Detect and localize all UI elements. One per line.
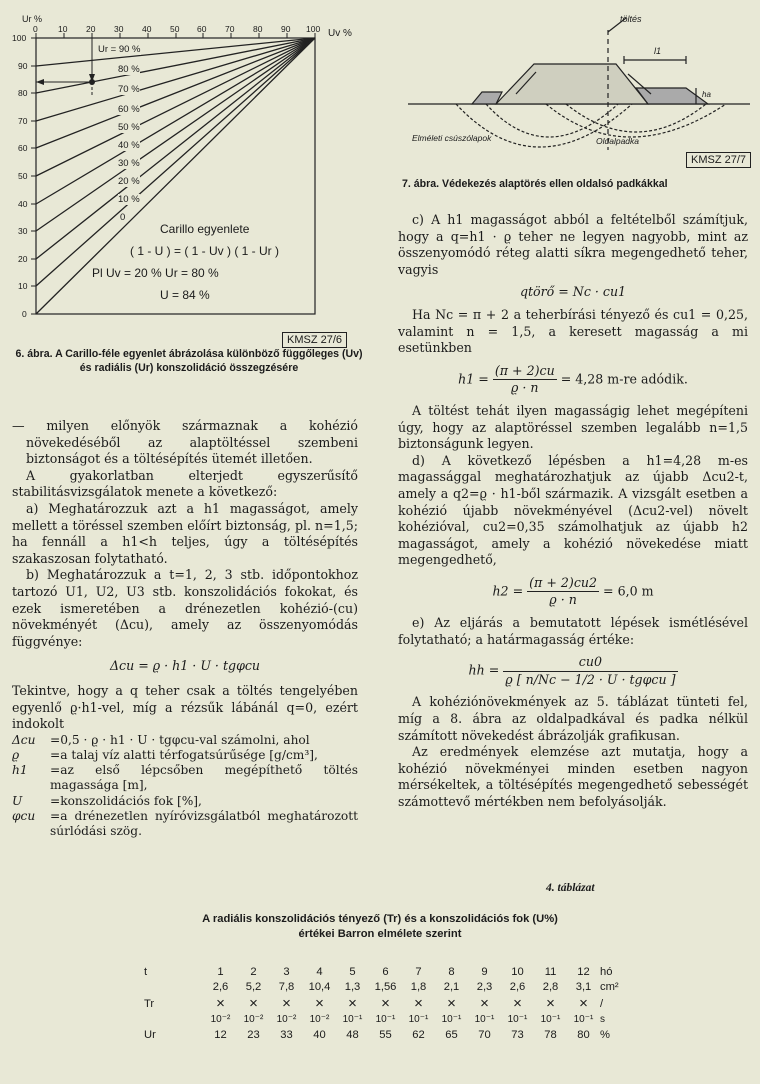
y-tick: 80	[18, 88, 28, 98]
cell: 3	[283, 965, 290, 978]
cell: 12	[214, 1029, 227, 1042]
paragraph: A kohéziónövekmények az 5. táblázat tünteti fel, míg a 8. ábra az oldalpadkával és padka nélkül számított növekedést ábrázolják grafikusan.	[398, 694, 748, 743]
row-label: Ur	[144, 1029, 156, 1042]
eq-den: ϱ · n	[511, 380, 539, 396]
paragraph: Tekintve, hogy a q teher csak a töltés tengelyében egyenlő ϱ·h1-vel, míg a rézsűk lábánál q=0, ezért indokolt	[12, 682, 358, 732]
row-label	[140, 980, 204, 996]
x-axis-unit: Uv %	[328, 28, 352, 39]
cell: 10⁻¹	[375, 1014, 396, 1026]
cell: 55	[379, 1029, 392, 1042]
times-sign: ×	[348, 995, 357, 1012]
table-row	[140, 995, 630, 1012]
cell: 73	[511, 1029, 524, 1042]
cell: 62	[412, 1029, 425, 1042]
row-label: Tr	[144, 997, 155, 1010]
x-tick: 10	[58, 24, 68, 34]
definition: =0,5 · ϱ · h1 · U · tgφcu-val számolni, ahol	[50, 732, 310, 747]
right-column	[398, 212, 748, 811]
symbol: U	[12, 793, 23, 808]
symbol: Δcu	[12, 732, 36, 747]
times-sign: ×	[480, 995, 489, 1012]
x-tick: 100	[306, 24, 321, 34]
times-sign: ×	[315, 995, 324, 1012]
line-label: 20 %	[118, 176, 140, 187]
eq-lhs: hh =	[468, 662, 500, 678]
cell: 1	[217, 965, 224, 978]
eq-num: (π + 2)cu2	[527, 575, 599, 593]
label-l1: l1	[654, 46, 662, 56]
definition: =a drénezetlen nyíróvizsgálatból meghatározott súrlódási szög.	[50, 808, 358, 838]
table-row	[140, 1028, 630, 1044]
times-sign: ×	[513, 995, 522, 1012]
line-label: Ur = 90 %	[98, 44, 141, 55]
table-row	[140, 964, 630, 980]
definition-item	[12, 809, 358, 839]
times-sign: ×	[249, 995, 258, 1012]
paragraph: e) Az eljárás a bemutatott lépések ismétlésével folytatható; a határmagasság értéke:	[398, 615, 748, 647]
cell: 10⁻²	[276, 1014, 297, 1026]
paragraph: A gyakorlatban elterjedt egyszerűsítő stabilitásvizsgálatok menete a következő:	[12, 467, 358, 500]
eq-num: (π + 2)cu	[493, 363, 557, 381]
x-tick: 50	[170, 24, 180, 34]
paragraph: — milyen előnyök származnak a kohézió növekedéséből az alaptöltéssel szembeni biztonságot és a töltésépítés ütemét illetően.	[12, 418, 358, 467]
paragraph: a) Meghatározzuk azt a h1 magasságot, amely mellett a töréssel szemben előírt biztonság, pl. n=1,5; ha fennáll a h1<h teljes, úgy a töltésépítés szakaszosan folytatható.	[12, 500, 358, 566]
x-tick: 30	[114, 24, 124, 34]
y-tick: 70	[18, 116, 28, 126]
eq-lhs: h1 =	[458, 371, 489, 387]
cell: 3,1	[575, 981, 592, 994]
cell: 40	[313, 1029, 326, 1042]
row-label: t	[144, 965, 148, 978]
definition: =az első lépcsőben megépíthető töltés magassága [m],	[50, 763, 358, 793]
symbol: h1	[12, 763, 28, 778]
cell: 2,6	[509, 981, 526, 994]
table-number: 4. táblázat	[546, 882, 595, 894]
paragraph: b) Meghatározzuk a t=1, 2, 3 stb. időpontokhoz tartozó U1, U2, U3 stb. konszolidációs fokokat, és ezek ismeretében a drénezetlen kohézió-(cu) növekményét (Δcu), amely az összenyomódás függvénye:	[12, 567, 358, 649]
y-tick: 100	[12, 33, 27, 43]
cell: 10⁻¹	[507, 1014, 528, 1026]
equation	[398, 575, 748, 609]
paragraph: d) A következő lépésben a h1=4,28 m-es magassággal meghatározhatjuk az újabb Δcu2-t, amely a q2=ϱ · h1-ből származik. A vizsgált esetben a kohézió újabb növekményével (Δcu2-vel) növelt kohézióval, cu2=0,35 számolhatjuk az újabb h2 magasságot, amely a kohézió növekedése miatt megengedhető,	[398, 452, 748, 568]
figure-6	[0, 0, 380, 400]
legend-result: U = 84 %	[160, 288, 210, 302]
y-axis-unit: Ur %	[22, 14, 42, 24]
table-row	[140, 1012, 630, 1028]
y-tick: 30	[18, 226, 28, 236]
cell: 33	[280, 1029, 293, 1042]
label-oldalpadka: Oldalpadka	[596, 136, 640, 146]
definition-item	[12, 763, 358, 793]
cell: 12	[577, 965, 590, 978]
unit: /	[600, 997, 604, 1010]
equation	[398, 654, 748, 688]
label-toltes: töltés	[620, 14, 642, 24]
table-title	[60, 912, 700, 942]
cell: 2,8	[542, 981, 559, 994]
line-label: 30 %	[118, 158, 140, 169]
figure-code: KMSZ 27/7	[686, 152, 751, 168]
x-tick: 90	[281, 24, 291, 34]
cell: 2	[250, 965, 257, 978]
cell: 5,2	[245, 981, 262, 994]
y-tick: 0	[22, 309, 27, 319]
equation: qtörő = Nc · cu1	[519, 284, 627, 300]
cell: 10⁻¹	[573, 1014, 594, 1026]
times-sign: ×	[546, 995, 555, 1012]
symbol: φcu	[12, 808, 36, 823]
cell: 6	[382, 965, 389, 978]
eq-lhs: h2 =	[492, 583, 524, 599]
cell: 4	[316, 965, 323, 978]
cell: 7	[415, 965, 422, 978]
legend-example: Pl Uv = 20 % Ur = 80 %	[92, 266, 219, 280]
legend-title: Carillo egyenlete	[160, 222, 250, 236]
y-tick: 40	[18, 199, 28, 209]
cell: 80	[577, 1029, 590, 1042]
definition-item	[12, 794, 358, 809]
times-sign: ×	[447, 995, 456, 1012]
figure-caption: 6. ábra. A Carillo-féle egyenlet ábrázolása különböző függőleges (Uv) és radiális (Ur) konszolidáció összegzésére	[15, 348, 363, 374]
times-sign: ×	[282, 995, 291, 1012]
times-sign: ×	[216, 995, 225, 1012]
y-tick: 50	[18, 171, 28, 181]
row-label	[140, 1012, 204, 1028]
definition: =konszolidációs fok [%],	[50, 793, 202, 808]
legend-formula: ( 1 - U ) = ( 1 - Uv ) ( 1 - Ur )	[130, 244, 279, 258]
cell: 23	[247, 1029, 260, 1042]
line-label: 70 %	[118, 84, 140, 95]
cell: 1,8	[410, 981, 427, 994]
y-tick: 20	[18, 254, 28, 264]
cell: 2,1	[443, 981, 460, 994]
cell: 10⁻¹	[540, 1014, 561, 1026]
times-sign: ×	[381, 995, 390, 1012]
line-label: 60 %	[118, 104, 140, 115]
y-tick: 60	[18, 143, 28, 153]
cell: 10⁻¹	[441, 1014, 462, 1026]
cell: 8	[448, 965, 455, 978]
times-sign: ×	[414, 995, 423, 1012]
eq-fraction	[493, 363, 557, 397]
equation: Δcu = ϱ · h1 · U · tgφcu	[109, 658, 261, 674]
eq-den: ϱ [ n/Nc − 1/2 · U · tgφcu ]	[505, 671, 676, 687]
unit: s	[600, 1014, 605, 1026]
cell: 70	[478, 1029, 491, 1042]
y-tick: 10	[18, 281, 28, 291]
eq-num: cu0	[503, 654, 677, 672]
cell: 10⁻²	[243, 1014, 264, 1026]
unit: %	[600, 1029, 610, 1042]
paragraph: Ha Nc = π + 2 a teherbírási tényező és cu1 = 0,25, valamint n = 1,5, a keresett magasság a mi esetünkben	[398, 306, 748, 356]
x-tick: 70	[225, 24, 235, 34]
cell: 78	[544, 1029, 557, 1042]
cell: 7,8	[278, 981, 295, 994]
cell: 9	[481, 965, 488, 978]
figure-code: KMSZ 27/6	[282, 332, 347, 348]
x-tick: 40	[142, 24, 152, 34]
cell: 48	[346, 1029, 359, 1042]
line-label: 80 %	[118, 64, 140, 75]
left-column	[12, 418, 358, 839]
eq-den: ϱ · n	[549, 592, 577, 608]
cell: 10⁻¹	[408, 1014, 429, 1026]
eq-fraction	[503, 654, 677, 688]
line-label: 0	[120, 212, 126, 223]
symbol: ϱ	[12, 747, 20, 762]
cell: 10⁻²	[309, 1014, 330, 1026]
eq-fraction	[527, 575, 599, 609]
cell: 10⁻¹	[342, 1014, 363, 1026]
x-tick: 0	[33, 24, 38, 34]
cell: 2,6	[212, 981, 229, 994]
definition-item	[12, 733, 358, 748]
label-ha: ha	[702, 90, 711, 99]
cell: 2,3	[476, 981, 493, 994]
definition: =a talaj víz alatti térfogatsúrűsége [g/cm³],	[50, 747, 318, 762]
equation	[398, 363, 748, 397]
figure-7	[396, 0, 760, 200]
x-tick: 20	[86, 24, 96, 34]
paragraph: A töltést tehát ilyen magasságig lehet megépíteni úgy, hogy az alaptöréssel szemben legalább n=1,5 biztonságunk legyen.	[398, 402, 748, 452]
table-title-line: A radiális konszolidációs tényező (Tr) és a konszolidációs fok (U%)	[202, 913, 558, 925]
definition-item	[12, 748, 358, 763]
x-tick: 80	[253, 24, 263, 34]
label-csuszolapok: Elméleti csúszólapok	[412, 133, 492, 143]
eq-rhs: = 6,0 m	[603, 583, 654, 599]
unit: hó	[600, 965, 613, 978]
carillo-legend	[90, 218, 310, 306]
times-sign: ×	[579, 995, 588, 1012]
definition-list	[12, 733, 358, 839]
cell: 10⁻¹	[474, 1014, 495, 1026]
line-label: 40 %	[118, 140, 140, 151]
cell: 65	[445, 1029, 458, 1042]
table-title-line: értékei Barron elmélete szerint	[298, 928, 462, 940]
cell: 5	[349, 965, 356, 978]
cell: 1,56	[374, 981, 397, 994]
line-label: 10 %	[118, 194, 140, 205]
table-barron	[140, 964, 630, 1043]
cell: 10,4	[308, 981, 331, 994]
cell: 10⁻²	[210, 1014, 231, 1026]
cell: 10	[511, 965, 524, 978]
x-tick: 60	[197, 24, 207, 34]
line-label: 50 %	[118, 122, 140, 133]
y-tick: 90	[18, 61, 28, 71]
paragraph: c) A h1 magasságot abból a feltételből számítjuk, hogy a q=h1 · ϱ teher ne legyen nagyobb, mint az összenyomódó réteg alatti síkra megengedhető teher, vagyis	[398, 212, 748, 277]
paragraph: Az eredmények elemzése azt mutatja, hogy a kohézió növekményei minden esetben nagyon mérsékeltek, a töltésépítés megengedhető sebességét számottevő mértékben nem befolyásolják.	[398, 744, 748, 809]
figure-caption: 7. ábra. Védekezés alaptörés ellen oldalsó padkákkal	[402, 178, 668, 190]
unit: cm²	[600, 981, 619, 994]
cell: 11	[544, 965, 557, 978]
cell: 1,3	[344, 981, 361, 994]
table-row	[140, 980, 630, 996]
eq-rhs: = 4,28 m-re adódik.	[560, 371, 688, 387]
